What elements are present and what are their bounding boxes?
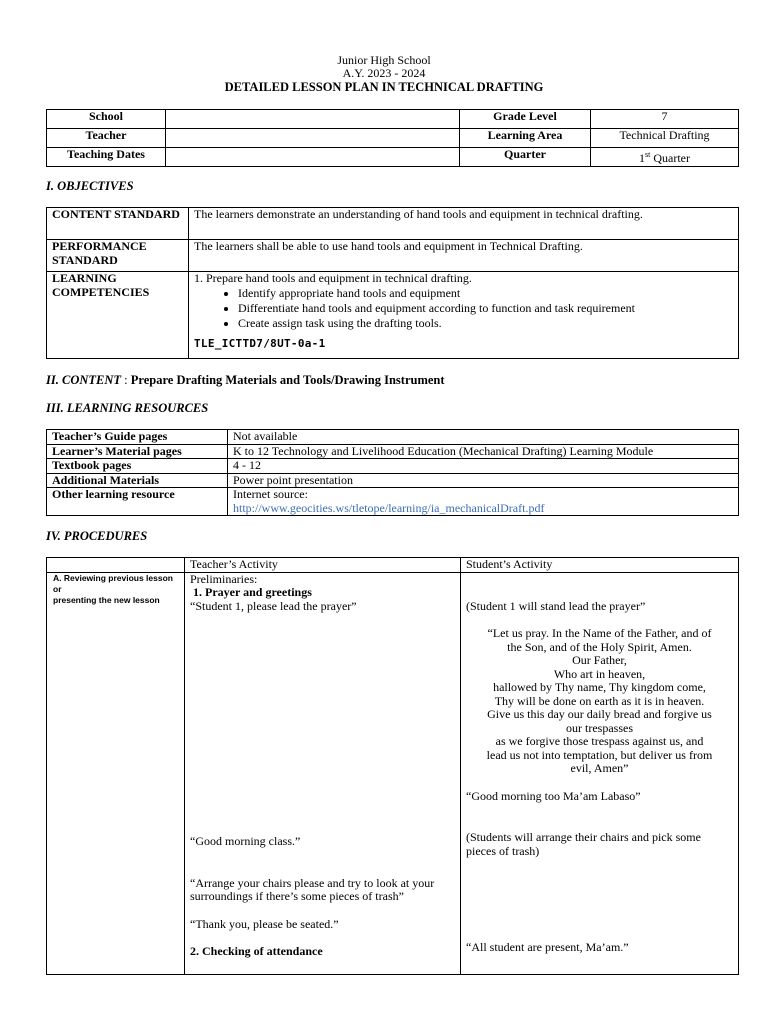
procedures-table [46, 557, 739, 975]
learning-area-label: Learning Area [460, 129, 591, 148]
prayer-heading: 1. Prayer and greetings [193, 585, 312, 599]
content-standard-label: CONTENT STANDARD [47, 208, 189, 240]
competency-bullet: • Identify appropriate hand tools and equipment [238, 286, 733, 301]
preliminaries: Preliminaries: [190, 571, 258, 586]
info-table [46, 109, 739, 167]
grade-level-value: 7 [591, 110, 739, 129]
quarter-label: Quarter [460, 148, 591, 167]
prayer-line: Give us this day our daily bread and forgive us [487, 707, 712, 721]
teacher-label: Teacher [47, 129, 166, 148]
prayer-line: Thy will be done on earth as it is in heaven. [494, 693, 705, 708]
other-resource-label: Other learning resource [47, 488, 228, 516]
procedures-heading: IV. PROCEDURES [46, 529, 148, 543]
learning-competencies-cell [189, 272, 739, 359]
prayer-line: the Son, and of the Holy Spirit, Amen. [507, 639, 692, 654]
academic-year: A.Y. 2023 - 2024 [342, 66, 426, 80]
procedures-blank-header [47, 558, 185, 573]
content-line [46, 373, 445, 388]
prayer-line: Who art in heaven, [553, 666, 646, 681]
attendance-heading: 2. Checking of attendance [190, 944, 323, 958]
grade-level-label: Grade Level [460, 110, 591, 129]
school-level: Junior High School [337, 53, 431, 67]
learning-competencies-label: LEARNING COMPETENCIES [47, 272, 189, 359]
page-title: DETAILED LESSON PLAN IN TECHNICAL DRAFTING [224, 80, 544, 94]
procedure-row-label-line: presenting the new lesson [53, 594, 160, 605]
learning-resources-heading: III. LEARNING RESOURCES [46, 401, 209, 415]
procedure-row-label [47, 572, 185, 974]
prayer-text [466, 627, 733, 776]
prayer-request: “Student 1, please lead the prayer” [190, 598, 357, 613]
learning-area-value: Technical Drafting [591, 129, 739, 148]
student-arrange: (Students will arrange their chairs and pick some pieces of trash) [466, 830, 701, 858]
prayer-line: lead us not into temptation, but deliver us from [486, 747, 713, 762]
teacher-value [166, 129, 460, 148]
content-text: Prepare Drafting Materials and Tools/Drawing Instrument [130, 373, 445, 387]
resource-label: Textbook pages [47, 459, 228, 474]
teaching-dates-label: Teaching Dates [47, 148, 166, 167]
school-label: School [47, 110, 166, 129]
teacher-good-morning: “Good morning class.” [190, 834, 301, 848]
prayer-line: our trespasses [566, 720, 633, 735]
content-heading: II. CONTENT [46, 373, 122, 387]
prayer-line: hallowed by Thy name, Thy kingdom come, [493, 680, 706, 694]
teacher-activity-cell [185, 572, 461, 974]
quarter-value: 1st Quarter [591, 148, 739, 167]
other-resource-value: Internet source: [233, 487, 308, 501]
competency-bullets [194, 286, 733, 331]
school-value [166, 110, 460, 129]
content-standard-text: The learners demonstrate an understanding of hand tools and equipment in technical drafting. [189, 208, 739, 240]
performance-standard-text: The learners shall be able to use hand tools and equipment in Technical Drafting. [189, 240, 739, 272]
competency-bullet: • Differentiate hand tools and equipment according to function and task requirement [238, 301, 733, 316]
competency-main: 1. Prepare hand tools and equipment in technical drafting. [194, 271, 472, 285]
performance-standard-label: PERFORMANCE STANDARD [47, 240, 189, 272]
student-present: “All student are present, Ma’am.” [466, 940, 629, 954]
resources-table [46, 429, 739, 516]
teacher-arrange: “Arrange your chairs please and try to look at your surroundings if there’s some pieces of trash” [190, 875, 435, 903]
resource-value: K to 12 Technology and Livelihood Education (Mechanical Drafting) Learning Module [228, 444, 739, 459]
student-activity-cell [461, 572, 739, 974]
procedure-row-label-line: A. Reviewing previous lesson or [53, 572, 173, 594]
teacher-activity-header: Teacher’s Activity [185, 558, 461, 573]
student-good-morning: “Good morning too Ma’am Labaso” [466, 788, 641, 803]
resource-label: Teacher’s Guide pages [47, 430, 228, 445]
content-separator: : [121, 373, 131, 387]
teaching-dates-value [166, 148, 460, 167]
prayer-line: evil, Amen” [570, 761, 629, 775]
objectives-table [46, 207, 739, 359]
other-resource-cell [228, 488, 739, 516]
internet-source-link[interactable]: http://www.geocities.ws/tletope/learning/ia_mechanicalDraft.pdf [233, 500, 545, 515]
prayer-line: Our Father, [572, 653, 627, 667]
competency-code: TLE_ICTTD7/8UT-0a-1 [194, 336, 326, 350]
prayer-line: as we forgive those trespass against us, and [495, 734, 704, 748]
objectives-heading: I. OBJECTIVES [46, 179, 134, 193]
teacher-thank-you: “Thank you, please be seated.” [190, 916, 339, 931]
student-lead-prayer: (Student 1 will stand lead the prayer” [466, 598, 646, 613]
resource-label: Additional Materials [47, 473, 228, 488]
resource-value: Power point presentation [228, 473, 739, 488]
resource-value: Not available [228, 430, 739, 445]
resource-label: Learner’s Material pages [47, 444, 228, 459]
resource-value: 4 - 12 [228, 459, 739, 474]
competency-bullet: • Create assign task using the drafting tools. [238, 316, 733, 331]
prayer-line: “Let us pray. In the Name of the Father, and of [487, 626, 712, 640]
student-activity-header: Student’s Activity [461, 558, 739, 573]
